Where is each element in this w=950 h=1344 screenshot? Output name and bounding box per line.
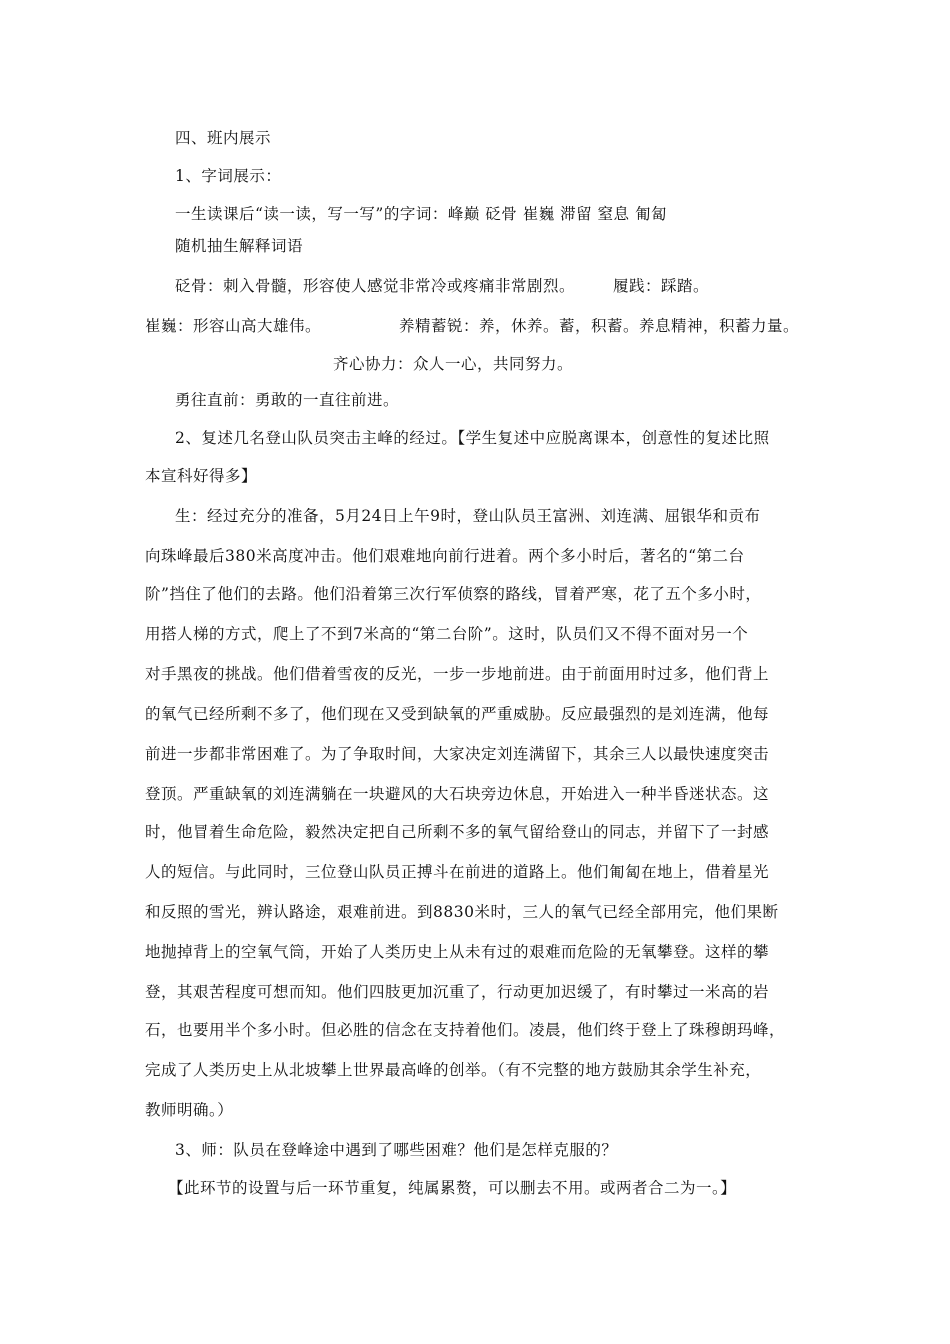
definition-qixin: 齐心协力：众人一心，共同努力。 xyxy=(333,355,574,373)
section2-title-continued: 本宣科好得多】 xyxy=(145,467,258,485)
section1-title: 1、字词展示： xyxy=(175,167,282,185)
retell-line-7: 前进一步都非常困难了。为了争取时间，大家决定刘连满留下，其余三人以最快速度突击 xyxy=(145,745,770,763)
retell-line-2: 向珠峰最后380米高度冲击。他们艰难地向前行进着。两个多小时后，著名的“第二台 xyxy=(145,547,745,565)
definition-yangjing: 养精蓄锐：养，休养。蓄，积蓄。养息精神，积蓄力量。 xyxy=(399,317,800,335)
retell-line-13: 登，其艰苦程度可想而知。他们四肢更加沉重了，行动更加迟缓了，有时攀过一米高的岩 xyxy=(145,983,770,1001)
definition-yongwang: 勇往直前：勇敢的一直往前进。 xyxy=(175,391,400,409)
definition-row-2 xyxy=(145,316,799,336)
retell-line-5: 对手黑夜的挑战。他们借着雪夜的反光，一步一步地前进。由于前面用时过多，他们背上 xyxy=(145,665,770,683)
section1-intro: 一生读课后“读一读，写一写”的字词：峰巅 砭骨 崔巍 滞留 窒息 匍匐 xyxy=(175,205,667,223)
retell-line-4: 用搭人梯的方式，爬上了不到7米高的“第二台阶”。这时，队员们又不得不面对另一个 xyxy=(145,625,749,643)
retell-line-15: 完成了人类历史上从北坡攀上世界最高峰的创举。（有不完整的地方鼓励其余学生补充， xyxy=(145,1061,762,1079)
retell-line-8: 登顶。严重缺氧的刘连满躺在一块避风的大石块旁边休息，开始进入一种半昏迷状态。这 xyxy=(145,785,770,803)
retell-line-6: 的氧气已经所剩不多了，他们现在又受到缺氧的严重威胁。反应最强烈的是刘连满，他每 xyxy=(145,705,770,723)
section3-note: 【此环节的设置与后一环节重复，纯属累赘，可以删去不用。或两者合二为一。】 xyxy=(168,1179,737,1197)
definition-cuiwei: 崔巍：形容山高大雄伟。 xyxy=(145,317,322,335)
retell-line-9: 时，他冒着生命危险，毅然决定把自己所剩不多的氧气留给登山的同志，并留下了一封感 xyxy=(145,823,770,841)
retell-line-10: 人的短信。与此同时，三位登山队员正搏斗在前进的道路上。他们匍匐在地上，借着星光 xyxy=(145,863,770,881)
definition-lujian: 履践：踩踏。 xyxy=(613,277,710,295)
retell-line-11: 和反照的雪光，辨认路途，艰难前进。到8830米时，三人的氧气已经全部用完，他们果断 xyxy=(145,903,779,921)
retell-line-3: 阶”挡住了他们的去路。他们沿着第三次行军侦察的路线，冒着严寒，花了五个多小时， xyxy=(145,585,762,603)
section-heading: 四、班内展示 xyxy=(175,129,272,147)
definition-row-1 xyxy=(175,276,709,296)
retell-line-14: 石，也要用半个多小时。但必胜的信念在支持着他们。凌晨，他们终于登上了珠穆朗玛峰， xyxy=(145,1021,786,1039)
section1-explain-prompt: 随机抽生解释词语 xyxy=(175,237,304,255)
section2-title: 2、复述几名登山队员突击主峰的经过。【学生复述中应脱离课本，创意性的复述比照 xyxy=(175,429,770,447)
retell-line-16: 教师明确。） xyxy=(145,1101,234,1119)
section3-title: 3、师：队员在登峰途中遇到了哪些困难？他们是怎样克服的？ xyxy=(175,1141,618,1159)
retell-line-12: 地抛掉背上的空氧气筒，开始了人类历史上从未有过的艰难而危险的无氧攀登。这样的攀 xyxy=(145,943,770,961)
definition-biangu: 砭骨：刺入骨髓，形容使人感觉非常冷或疼痛非常剧烈。 xyxy=(175,277,576,295)
retell-line-1: 生：经过充分的准备，5月24日上午9时，登山队员王富洲、刘连满、屈银华和贡布 xyxy=(175,507,761,525)
